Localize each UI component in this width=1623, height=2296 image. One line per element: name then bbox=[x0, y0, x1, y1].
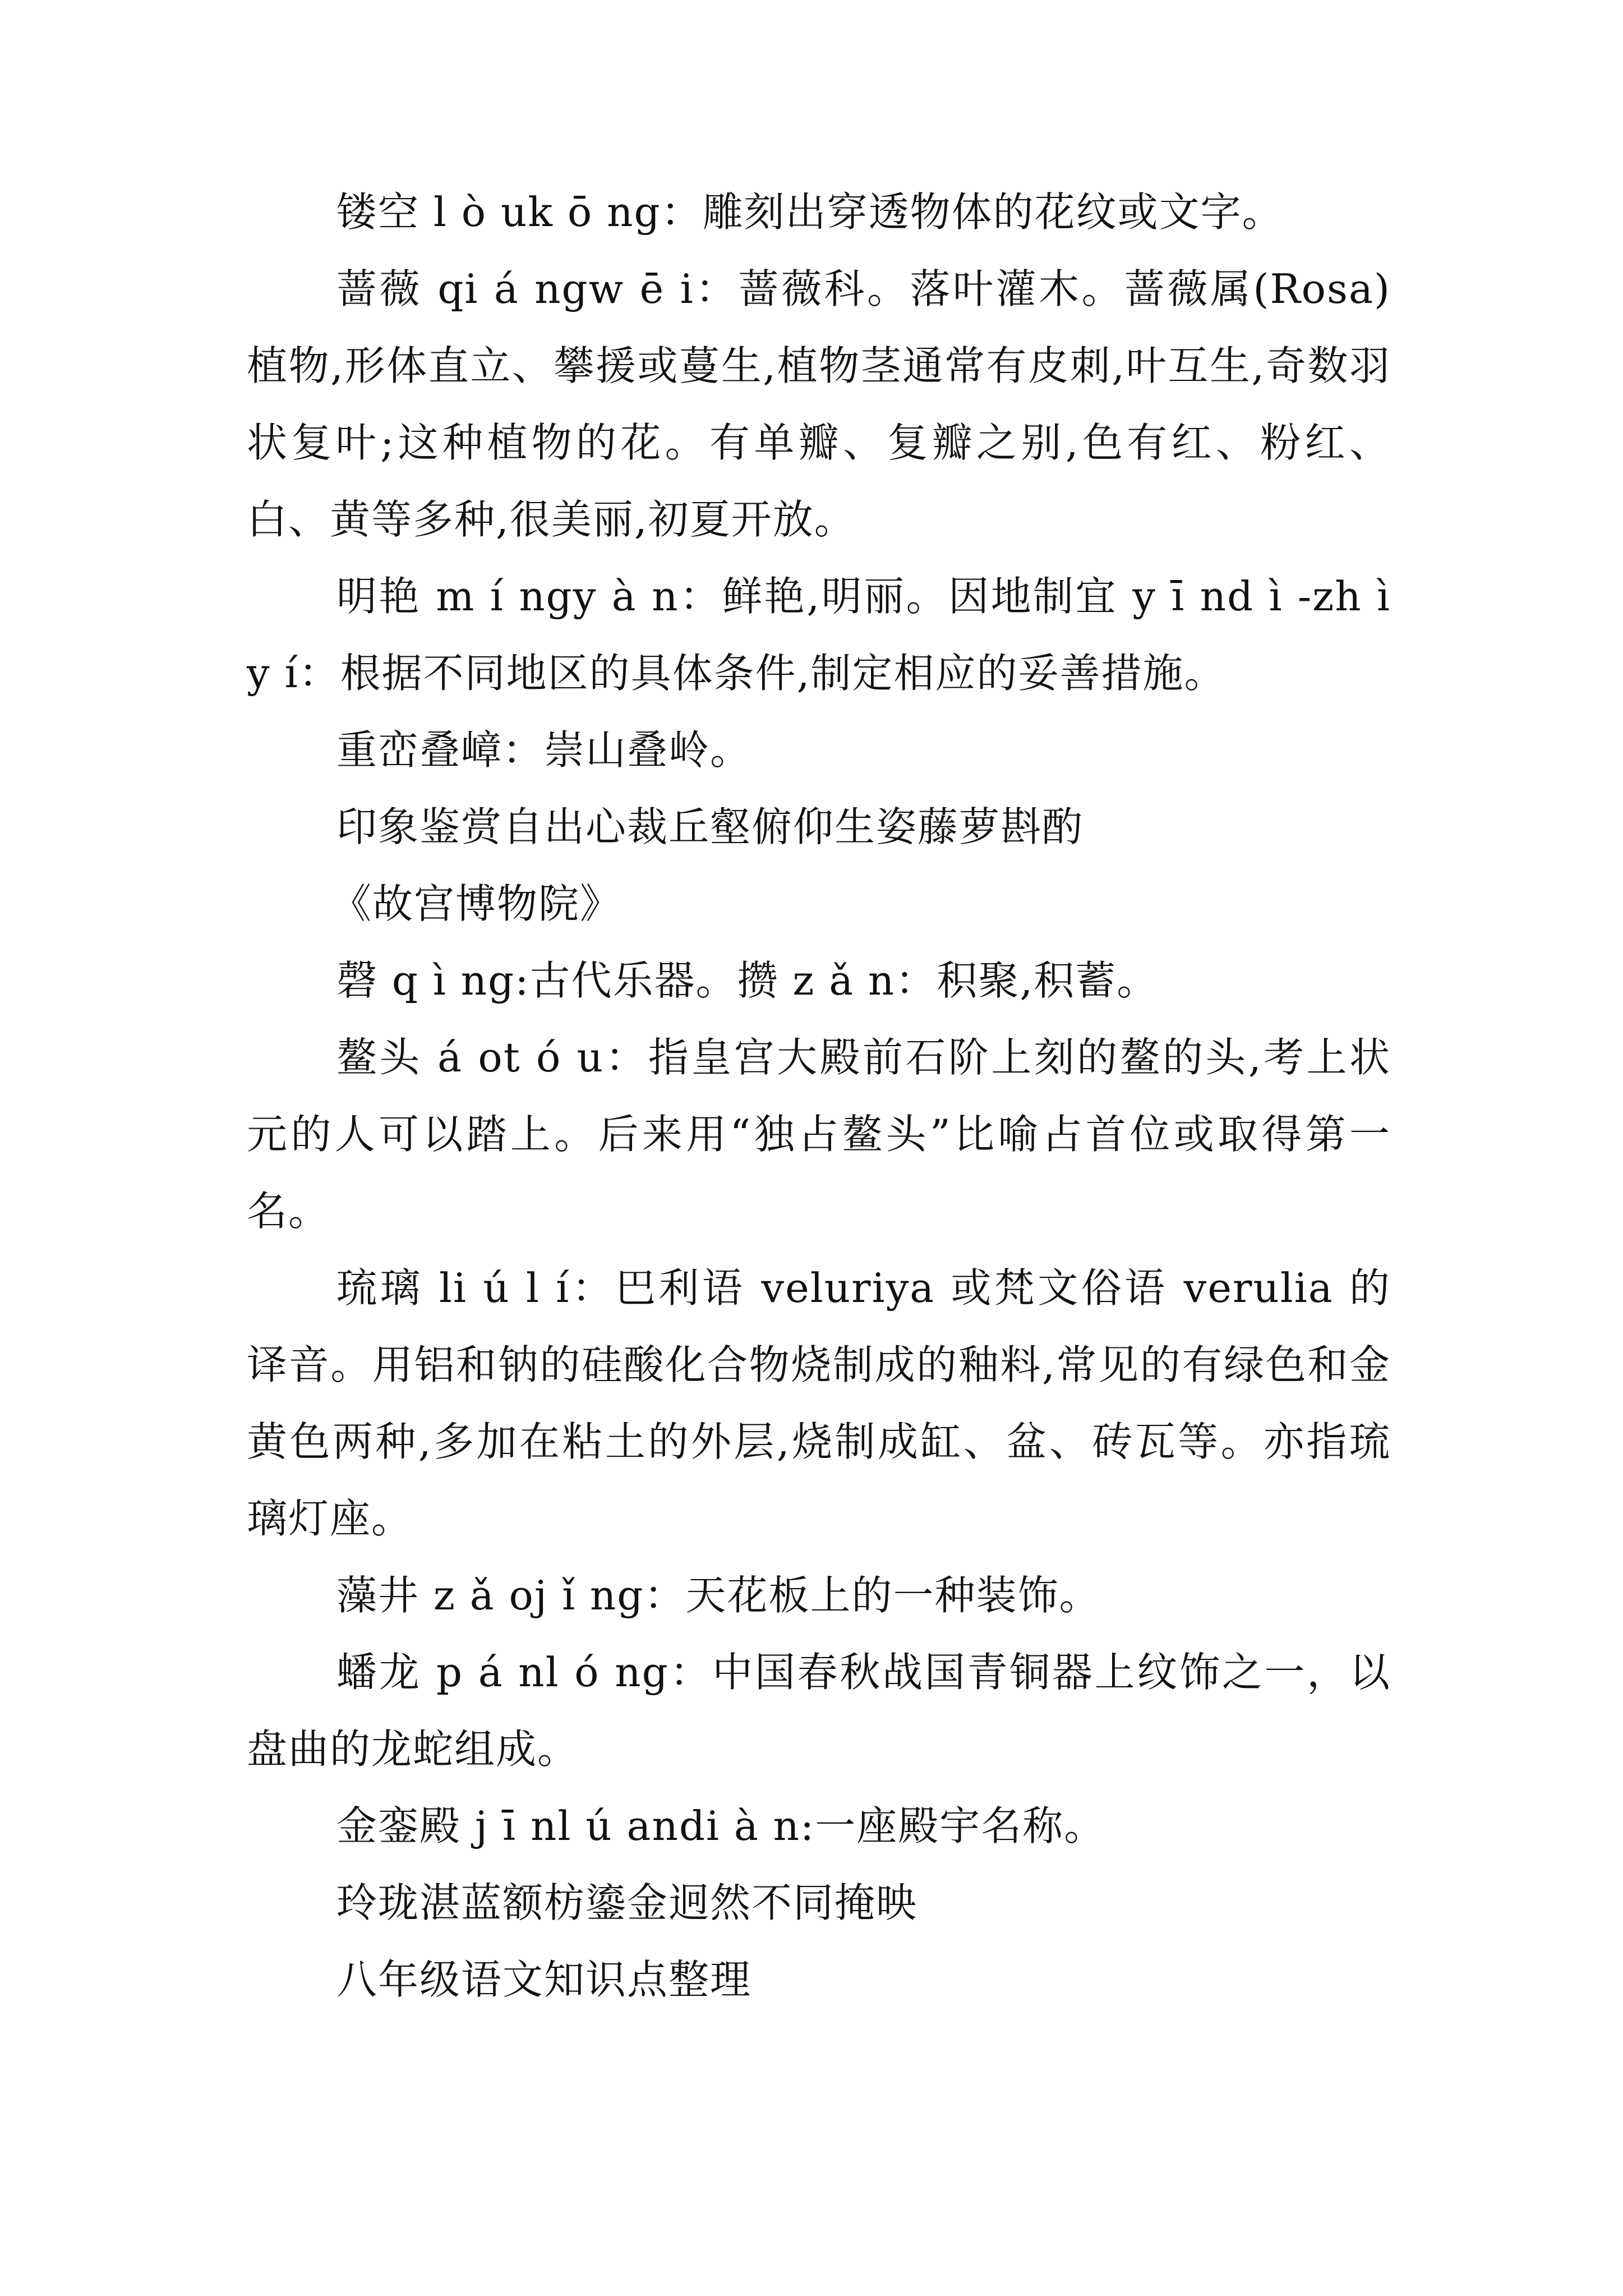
document-page bbox=[247, 174, 1391, 2018]
vocabulary-word-list-2: 玲珑湛蓝额枋鎏金迥然不同掩映 bbox=[336, 1879, 918, 1926]
page-footer-title: 八年级语文知识点整理 bbox=[336, 1956, 752, 2003]
entry-zaojing: 藻井 z ǎ oj ǐ ng：天花板上的一种装饰。 bbox=[336, 1572, 1101, 1619]
entry-loukong: 镂空 l ò uk ō ng：雕刻出穿透物体的花纹或文字。 bbox=[336, 188, 1284, 236]
entry-qing-zan: 磬 q ì ng:古代乐器。攒 z ǎ n：积聚,积蓄。 bbox=[336, 957, 1159, 1004]
entry-mingyan-yindizhiyi: 明艳 m í ngy à n：鲜艳,明丽。因地制宜 y ī nd ì -zh ì y í：根据不同地区的具体条件,制定相应的妥善措施。 bbox=[247, 573, 1391, 697]
entry-chongluandiezhang: 重峦叠嶂：崇山叠岭。 bbox=[336, 726, 752, 774]
vocabulary-word-list: 印象鉴赏自出心裁丘壑俯仰生姿藤萝斟酌 bbox=[336, 803, 1084, 850]
entry-qiangwei: 蔷薇 qi á ngw ē i：蔷薇科。落叶灌木。蔷薇属(Rosa)植物,形体直立、攀援或蔓生,植物茎通常有皮刺,叶互生,奇数羽状复叶;这种植物的花。有单瓣、复瓣之别,色有红、粉红、白、黄等多种,很美丽,初夏开放。 bbox=[247, 265, 1391, 543]
entry-aotou: 鳌头 á ot ó u：指皇宫大殿前石阶上刻的鳌的头,考上状元的人可以踏上。后来用“独占鳌头”比喻占首位或取得第一名。 bbox=[247, 1034, 1391, 1235]
entry-jinluandian: 金銮殿 j ī nl ú andi à n:一座殿宇名称。 bbox=[336, 1802, 1106, 1849]
entry-panlong: 蟠龙 p á nl ó ng：中国春秋战国青铜器上纹饰之一，以盘曲的龙蛇组成。 bbox=[247, 1649, 1391, 1773]
section-title-gugong: 《故宫博物院》 bbox=[331, 880, 622, 927]
entry-liuli: 琉璃 li ú l í：巴利语 veluriya 或梵文俗语 verulia 的译音。用铝和钠的硅酸化合物烧制成的釉料,常见的有绿色和金黄色两种,多加在粘土的外层,烧制成缸、盆、砖瓦等。亦指琉璃灯座。 bbox=[247, 1264, 1391, 1542]
